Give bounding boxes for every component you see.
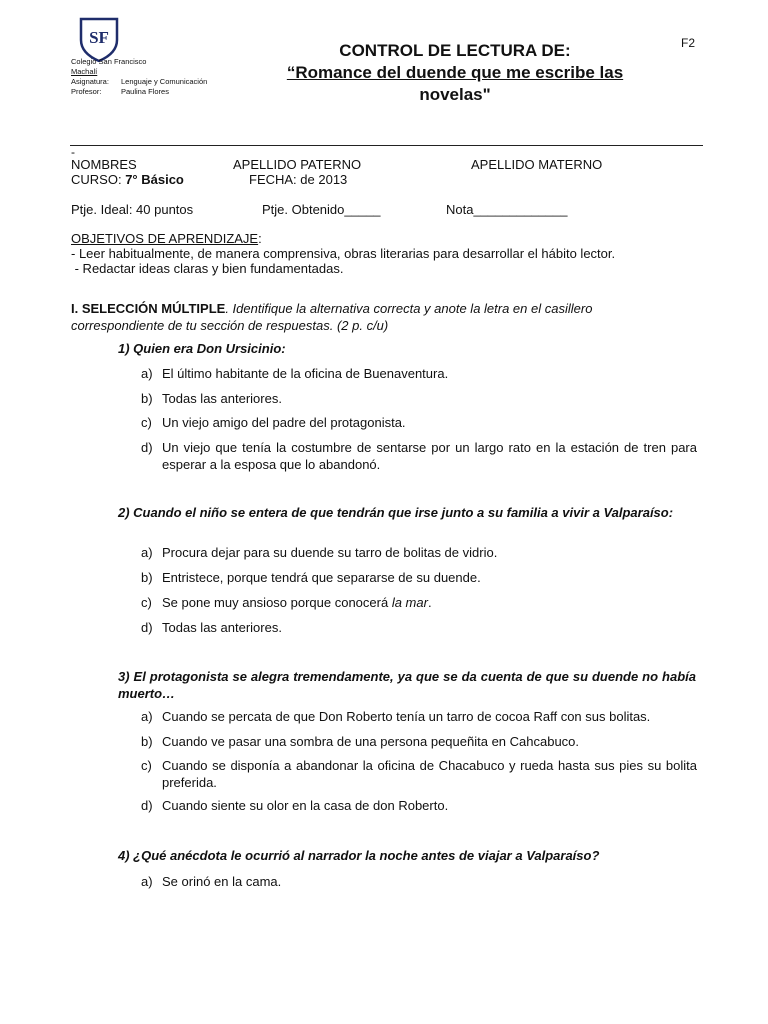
option-3c: c) Cuando se disponía a abandonar la oficina de Chacabuco y rueda hasta sus pies su bolita preferida. [141, 758, 697, 790]
names-label: NOMBRES [71, 157, 137, 172]
course-line: CURSO: 7° Básico [71, 172, 184, 187]
question-2: 2) Cuando el niño se entera de que tendrán que irse junto a su familia a vivir a Valparaíso: [118, 505, 674, 520]
school-logo [78, 16, 120, 62]
option-3a: a) Cuando se percata de que Don Roberto tenía un tarro de cocoa Raff con sus bolitas. [141, 709, 651, 724]
option-1c: c) Un viejo amigo del padre del protagonista. [141, 415, 406, 430]
ideal-score: Ptje. Ideal: 40 puntos [71, 202, 194, 217]
question-4: 4) ¿Qué anécdota le ocurrió al narrador la noche antes de viajar a Valparaíso? [118, 848, 600, 863]
school-city: Machalí [71, 67, 98, 76]
option-1b: b) Todas las anteriores. [141, 391, 282, 406]
option-2d: d) Todas las anteriores. [141, 620, 282, 635]
option-4a: a) Se orinó en la cama. [141, 874, 282, 889]
option-2a: a) Procura dejar para su duende su tarro de bolitas de vidrio. [141, 545, 498, 560]
subject-line: Asignatura: Lenguaje y Comunicación [71, 77, 208, 86]
teacher-line: Profesor: Paulina Flores [71, 87, 169, 96]
objective-item: - Leer habitualmente, de manera comprensiva, obras literarias para desarrollar el hábito lector. [71, 246, 616, 261]
grade-field[interactable]: Nota_____________ [446, 202, 568, 217]
objective-item: - Redactar ideas claras y bien fundamentadas. [71, 261, 344, 276]
form-code: F2 [681, 36, 696, 50]
svg-text:SF: SF [89, 28, 109, 47]
option-2c: c) Se pone muy ansioso porque conocerá la mar. [141, 595, 432, 610]
maternal-surname-label: APELLIDO MATERNO [471, 157, 603, 172]
obtained-score-field[interactable]: Ptje. Obtenido_____ [262, 202, 381, 217]
objectives-heading: OBJETIVOS DE APRENDIZAJE: [71, 231, 262, 246]
document-title: CONTROL DE LECTURA DE: “Romance del duende que me escribe las novelas" [286, 41, 624, 104]
option-1a: a) El último habitante de la oficina de Buenaventura. [141, 366, 449, 381]
option-3d: d) Cuando siente su olor en la casa de don Roberto. [141, 798, 449, 813]
option-3b: b) Cuando ve pasar una sombra de una persona pequeñita en Cahcabuco. [141, 734, 580, 749]
name-line-dash: - [71, 145, 75, 159]
question-1: 1) Quien era Don Ursicinio: [118, 341, 286, 356]
section-header: I. SELECCIÓN MÚLTIPLE. Identifique la alternativa correcta y anote la letra en el casillero correspondiente de tu sección de respuestas. (2 p. c/u) [71, 301, 593, 333]
question-3: 3) El protagonista se alegra tremendamente, ya que se da cuenta de que su duende no había muerto… [118, 669, 696, 701]
option-2b: b) Entristece, porque tendrá que separarse de su duende. [141, 570, 481, 585]
section-title: I. SELECCIÓN MÚLTIPLE [71, 301, 226, 316]
name-line[interactable] [70, 145, 703, 146]
option-1d: d) Un viejo que tenía la costumbre de sentarse por un largo rato en la estación de tren para esperar a la esposa que lo abandonó. [141, 440, 697, 472]
date-field[interactable]: FECHA: de 2013 [249, 172, 348, 187]
school-name: Colegio San Francisco [71, 57, 147, 66]
school-info [71, 57, 207, 97]
paternal-surname-label: APELLIDO PATERNO [233, 157, 362, 172]
